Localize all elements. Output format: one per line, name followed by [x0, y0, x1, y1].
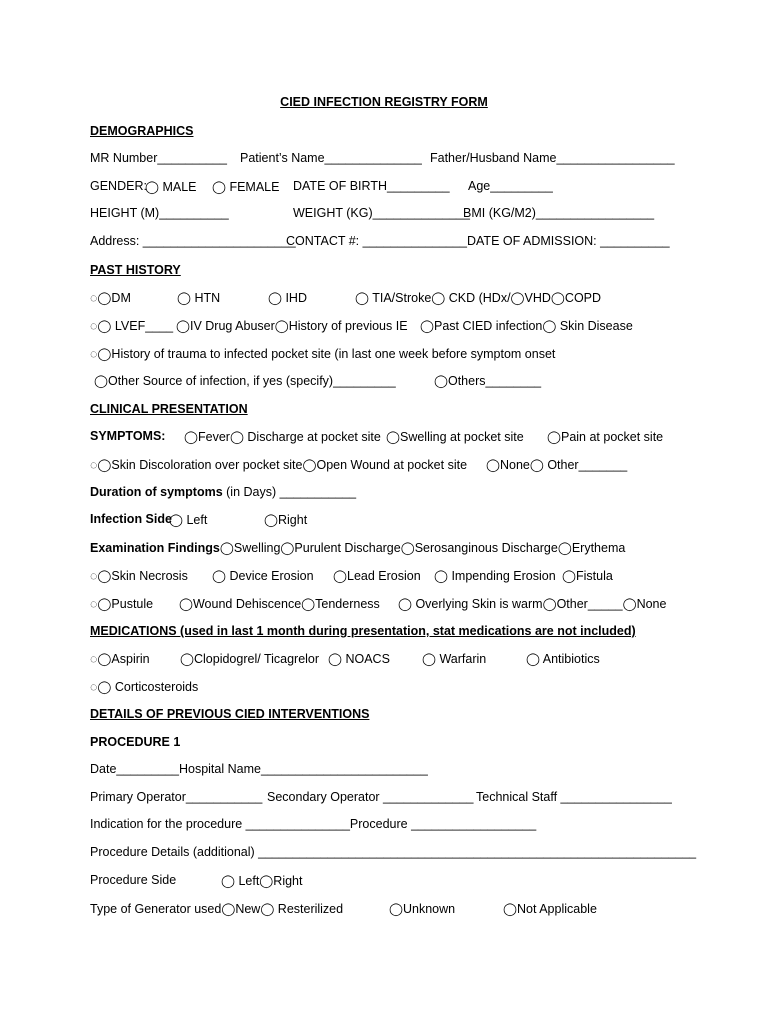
- swelling-pocket-radio[interactable]: ◯Swelling at pocket site: [386, 430, 524, 444]
- lead-erosion-radio[interactable]: ◯Lead Erosion: [333, 569, 421, 583]
- previous-interventions-heading: DETAILS OF PREVIOUS CIED INTERVENTIONS: [90, 707, 370, 721]
- examination-findings-row: [90, 540, 625, 555]
- technical-staff-field[interactable]: Technical Staff ________________: [476, 790, 672, 804]
- corticosteroids-radio[interactable]: ◌◯ Corticosteroids: [90, 680, 199, 694]
- htn-radio[interactable]: ◯ HTN: [177, 291, 221, 305]
- symptoms-label: SYMPTOMS:: [90, 429, 166, 443]
- height-field[interactable]: HEIGHT (M)__________: [90, 206, 229, 220]
- gender-label: GENDER:: [90, 179, 147, 193]
- cied-infection-skin-disease-options[interactable]: ◯Past CIED infection◯ Skin Disease: [420, 319, 633, 333]
- generator-type-options[interactable]: Type of Generator used◯New◯ Resterilized: [90, 902, 344, 916]
- trauma-history-radio[interactable]: ◌◯History of trauma to infected pocket site (in last one week before symptom onset: [90, 347, 556, 361]
- stroke-ckd-vhd-copd-options[interactable]: ◯ TIA/Stroke◯ CKD (HDx/◯VHD◯COPD: [355, 291, 602, 305]
- duration-input[interactable]: (in Days) ___________: [226, 485, 357, 499]
- skin-necrosis-radio[interactable]: ◌◯Skin Necrosis: [90, 569, 188, 583]
- demographics-heading: DEMOGRAPHICS: [90, 124, 194, 138]
- duration-symptoms-field[interactable]: [90, 485, 356, 499]
- device-erosion-radio[interactable]: ◯ Device Erosion: [212, 569, 314, 583]
- others-field[interactable]: ◯Others________: [434, 374, 542, 388]
- infection-side-right-radio[interactable]: ◯Right: [264, 513, 308, 527]
- aspirin-radio[interactable]: ◌◯Aspirin: [90, 652, 150, 666]
- other-source-infection-field[interactable]: ◯Other Source of infection, if yes (specify)_________: [94, 374, 396, 388]
- clinical-presentation-heading: CLINICAL PRESENTATION: [90, 402, 248, 416]
- procedure-side-label: Procedure Side: [90, 873, 177, 887]
- gender-female-radio[interactable]: ◯ FEMALE: [212, 180, 280, 194]
- iv-drug-abuser-previous-ie-options[interactable]: ◯IV Drug Abuser◯History of previous IE: [176, 319, 408, 333]
- indication-procedure-field[interactable]: Indication for the procedure _______________Procedure __________________: [90, 817, 537, 831]
- examination-findings-label: Examination Findings: [90, 541, 220, 555]
- secondary-operator-field[interactable]: Secondary Operator _____________: [267, 790, 474, 804]
- overlying-skin-other-none-options[interactable]: ◯ Overlying Skin is warm◯Other_____◯None: [398, 597, 667, 611]
- generator-not-applicable-radio[interactable]: ◯Not Applicable: [503, 902, 597, 916]
- mr-number-field[interactable]: MR Number__________: [90, 151, 227, 165]
- fistula-radio[interactable]: ◯Fistula: [562, 569, 613, 583]
- skin-discoloration-open-wound-options[interactable]: ◌◯Skin Discoloration over pocket site◯Open Wound at pocket site: [90, 458, 468, 472]
- date-of-admission-field[interactable]: DATE OF ADMISSION: __________: [467, 234, 670, 248]
- past-history-heading: PAST HISTORY: [90, 263, 181, 277]
- generator-unknown-radio[interactable]: ◯Unknown: [389, 902, 456, 916]
- primary-operator-field[interactable]: Primary Operator___________: [90, 790, 263, 804]
- noacs-radio[interactable]: ◯ NOACS: [328, 652, 390, 666]
- lvef-field[interactable]: ◌◯ LVEF____: [90, 319, 174, 333]
- warfarin-radio[interactable]: ◯ Warfarin: [422, 652, 487, 666]
- address-field[interactable]: Address: ______________________: [90, 234, 296, 248]
- gender-male-radio[interactable]: ◯ MALE: [145, 180, 197, 194]
- date-of-birth-field[interactable]: DATE OF BIRTH_________: [293, 179, 450, 193]
- impending-erosion-radio[interactable]: ◯ Impending Erosion: [434, 569, 556, 583]
- father-husband-name-field[interactable]: Father/Husband Name_________________: [430, 151, 675, 165]
- contact-field[interactable]: CONTACT #: _______________: [286, 234, 467, 248]
- procedure-1-heading: PROCEDURE 1: [90, 735, 181, 749]
- ihd-radio[interactable]: ◯ IHD: [268, 291, 307, 305]
- dm-radio[interactable]: ◌◯DM: [90, 291, 131, 305]
- infection-side-label: Infection Side: [90, 512, 172, 526]
- pustule-radio[interactable]: ◌◯Pustule: [90, 597, 154, 611]
- fever-discharge-options[interactable]: ◯Fever◯ Discharge at pocket site: [184, 430, 381, 444]
- clopidogrel-ticagrelor-radio[interactable]: ◯Clopidogrel/ Ticagrelor: [180, 652, 320, 666]
- infection-side-left-radio[interactable]: ◯ Left: [169, 513, 208, 527]
- procedure-details-field[interactable]: Procedure Details (additional) _______________________________________________________________: [90, 845, 697, 859]
- none-other-symptom-options[interactable]: ◯None◯ Other_______: [486, 458, 628, 472]
- wound-dehiscence-tenderness-options[interactable]: ◯Wound Dehiscence◯Tenderness: [179, 597, 380, 611]
- duration-label: Duration of symptoms: [90, 485, 223, 499]
- antibiotics-radio[interactable]: ◯ Antibiotics: [526, 652, 600, 666]
- date-hospital-name-field[interactable]: Date_________Hospital Name________________________: [90, 762, 428, 776]
- patient-name-field[interactable]: Patient’s Name______________: [240, 151, 422, 165]
- pain-pocket-radio[interactable]: ◯Pain at pocket site: [547, 430, 664, 444]
- medications-heading: MEDICATIONS (used in last 1 month during presentation, stat medications are not included): [90, 624, 636, 638]
- form-title: CIED INFECTION REGISTRY FORM: [280, 95, 488, 109]
- weight-field[interactable]: WEIGHT (KG)______________: [293, 206, 470, 220]
- bmi-field[interactable]: BMI (KG/M2)_________________: [463, 206, 655, 220]
- age-field[interactable]: Age_________: [468, 179, 553, 193]
- examination-findings-options[interactable]: ◯Swelling◯Purulent Discharge◯Serosanginous Discharge◯Erythema: [219, 541, 626, 555]
- procedure-side-options[interactable]: ◯ Left◯Right: [221, 874, 303, 888]
